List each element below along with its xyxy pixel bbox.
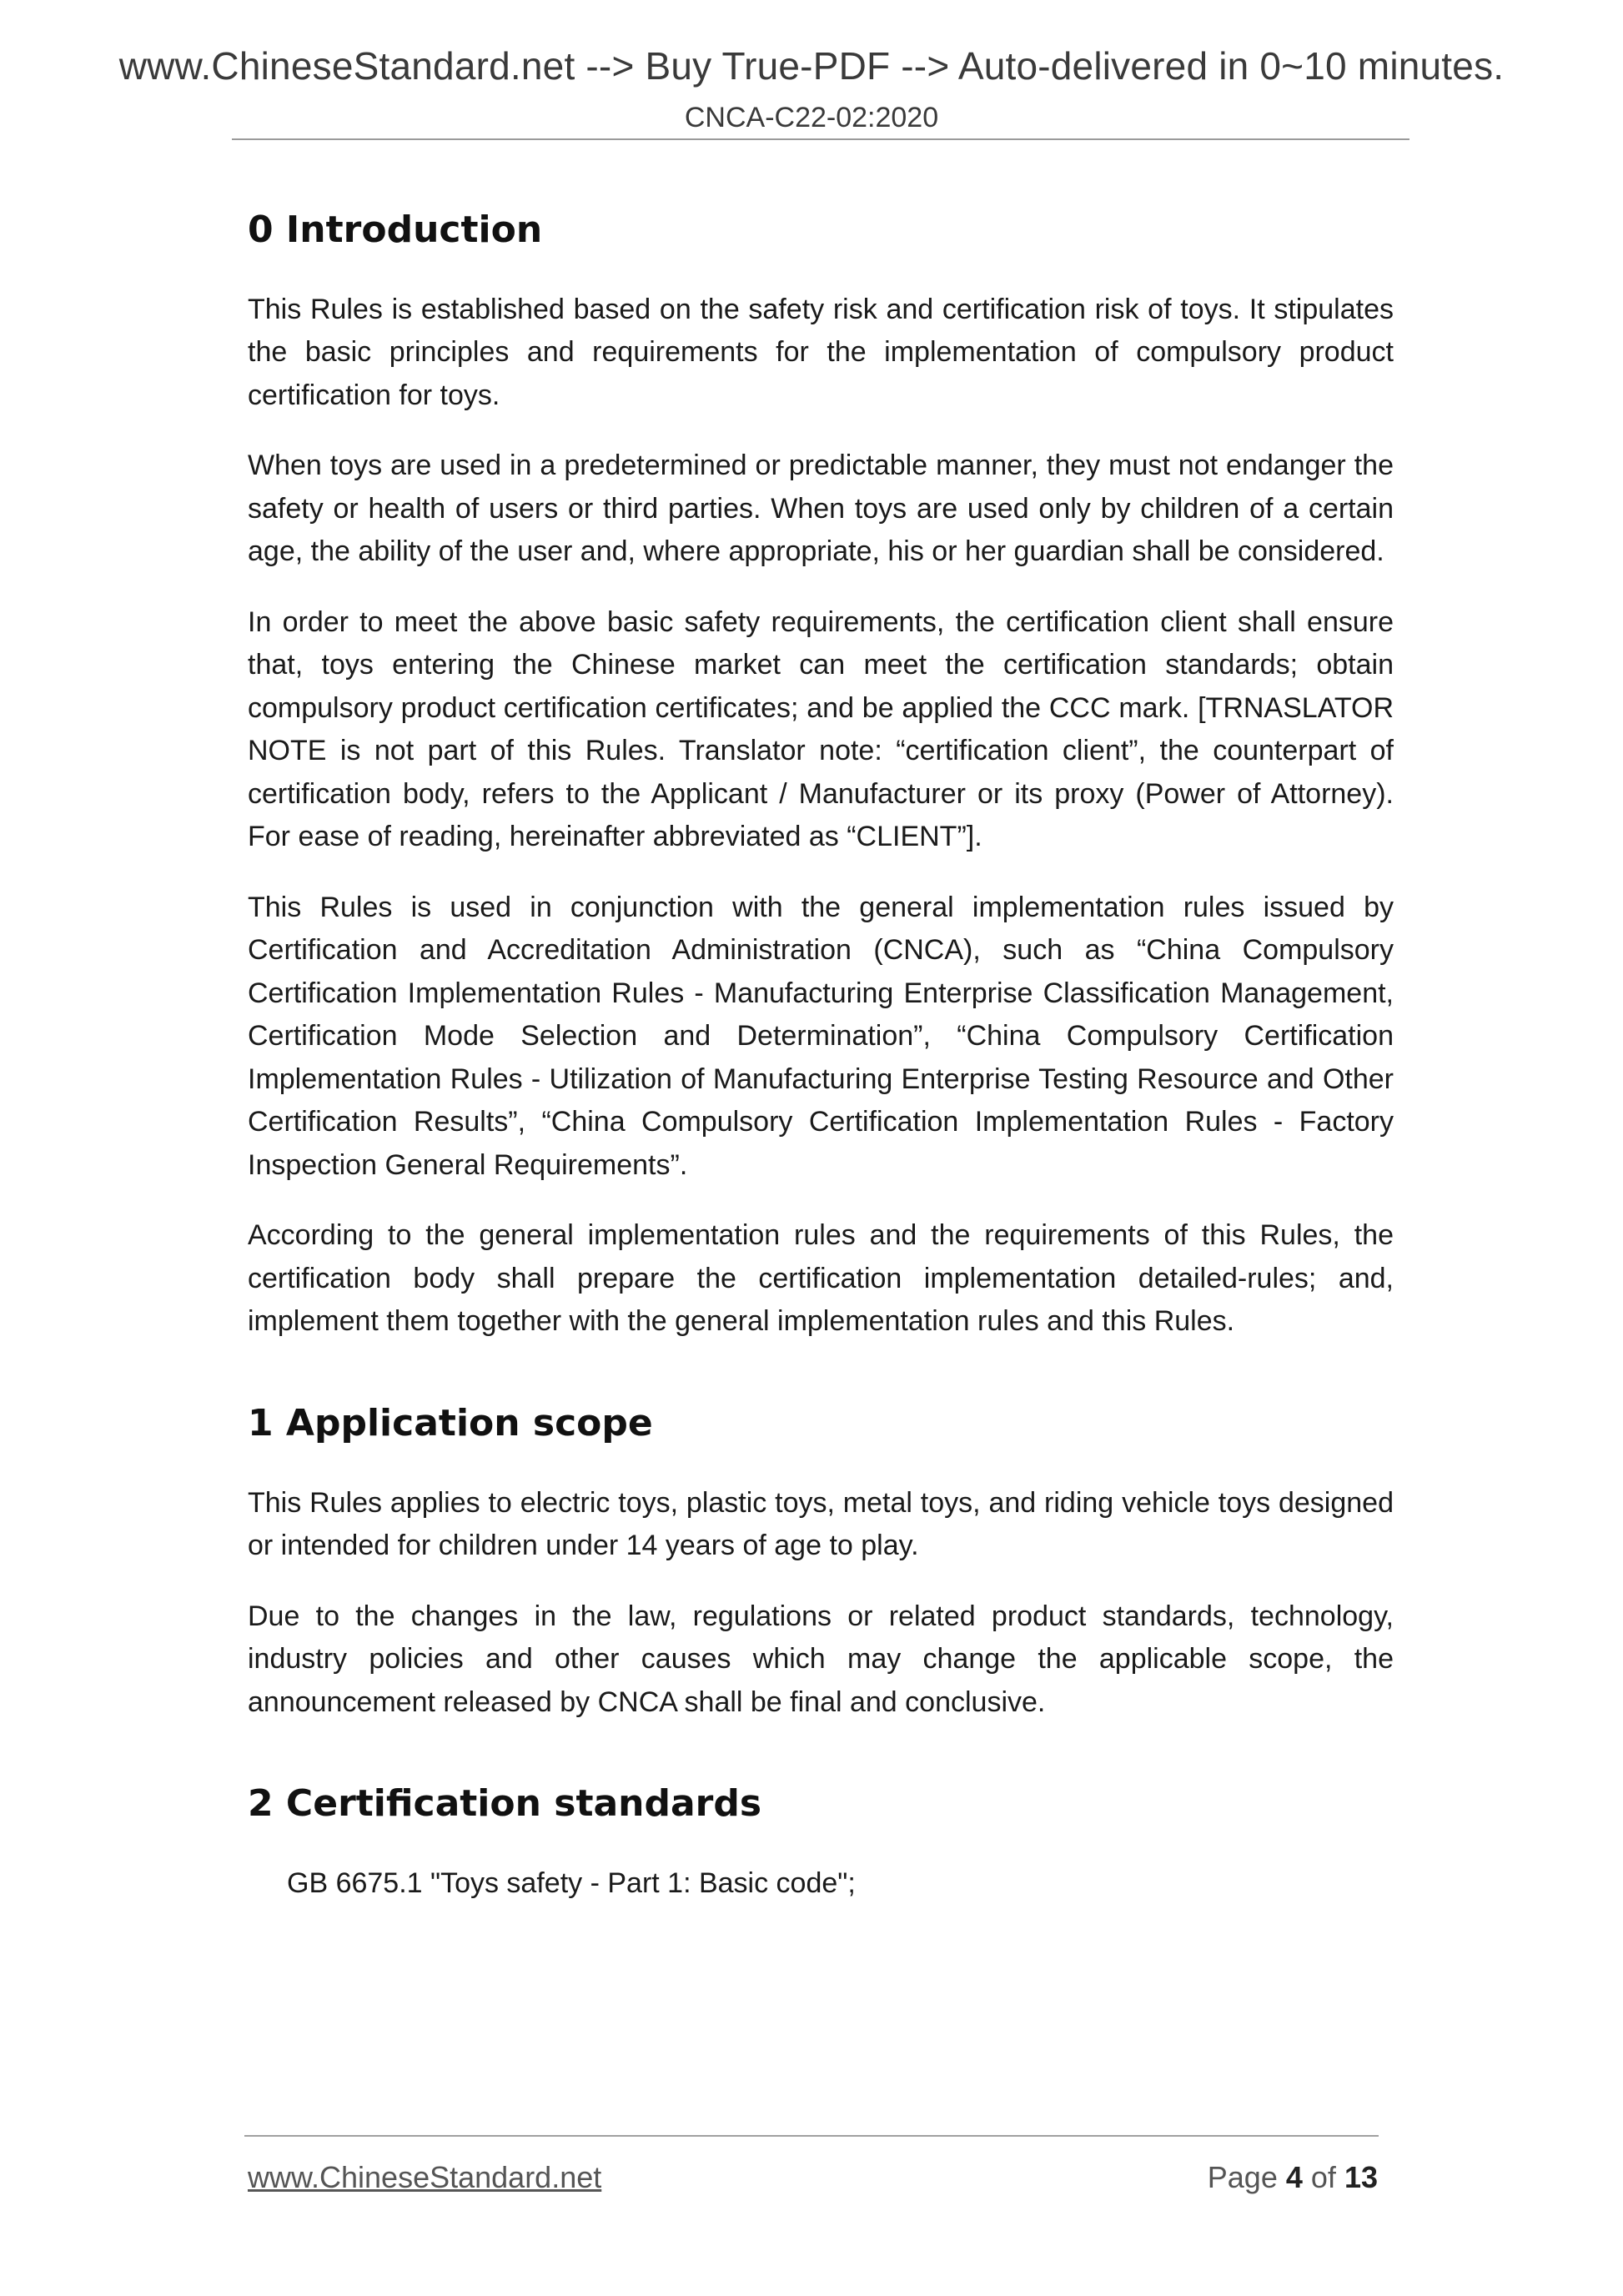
intro-paragraph-4: This Rules is used in conjunction with the general implementation rules issued by Certification and Accreditation Administration (CNCA), such as “China Compulsory Certification Implementation Rules - Manufacturing Enterprise Classification Management, Certification Mode Selection and Determination”, “China Compulsory Certification Implementation Rules - Utilization of Manufacturing Enterprise Testing Resource and Other Certification Results”, “China Compulsory Certification Implementation Rules - Factory Inspection General Requirements”. <box>248 891 1394 1181</box>
footer-site-link[interactable]: www.ChineseStandard.net <box>248 2160 602 2194</box>
scope-paragraph-2: Due to the changes in the law, regulations or related product standards, technology, industry policies and other causes which may change the applicable scope, the announcement released by CNCA shall be final and conclusive. <box>248 1600 1394 1718</box>
heading-application-scope: 1 Application scope <box>248 1401 653 1444</box>
intro-paragraph-2: When toys are used in a predetermined or predictable manner, they must not endanger the safety or health of users or third parties. When toys are used only by children of a certain age, the ability of the user and, where appropriate, his or her guardian shall be considered. <box>248 450 1394 568</box>
page-content <box>248 208 1394 1905</box>
page-number <box>1208 2160 1378 2195</box>
intro-paragraph-3: In order to meet the above basic safety requirements, the certification client shall ensure that, toys entering the Chinese market can meet the certification standards; obtain compulsory product certification certificates; and be applied the CCC mark. [TRNASLATOR NOTE is not part of this Rules. Translator note: “certification client”, the counterpart of certification body, refers to the Applicant / Manufacturer or its proxy (Power of Attorney). For ease of reading, hereinafter abbreviated as “CLIENT”]. <box>248 605 1394 853</box>
site-banner: www.ChineseStandard.net --> Buy True-PDF --> Auto-delivered in 0~10 minutes. <box>118 44 1505 88</box>
document-code: CNCA-C22-02:2020 <box>684 102 939 133</box>
page-current: 4 <box>1285 2160 1303 2194</box>
header-divider <box>232 138 1409 140</box>
intro-paragraph-1: This Rules is established based on the safety risk and certification risk of toys. It stipulates the basic principles and requirements for the implementation of compulsory product certification for toys. <box>248 293 1394 411</box>
footer-divider <box>244 2135 1379 2137</box>
standard-item: GB 6675.1 "Toys safety - Part 1: Basic code"; <box>287 1866 856 1899</box>
heading-introduction: 0 Introduction <box>248 208 543 251</box>
intro-paragraph-5: According to the general implementation rules and the requirements of this Rules, the certification body shall prepare the certification implementation detailed-rules; and, implement them together with the general implementation rules and this Rules. <box>248 1219 1394 1338</box>
scope-paragraph-1: This Rules applies to electric toys, plastic toys, metal toys, and riding vehicle toys designed or intended for children under 14 years of age to play. <box>248 1486 1394 1562</box>
page-label: Page <box>1207 2160 1278 2194</box>
heading-certification-standards: 2 Certification standards <box>248 1782 762 1826</box>
page-total: 13 <box>1344 2160 1378 2194</box>
page-of: of <box>1310 2160 1336 2194</box>
